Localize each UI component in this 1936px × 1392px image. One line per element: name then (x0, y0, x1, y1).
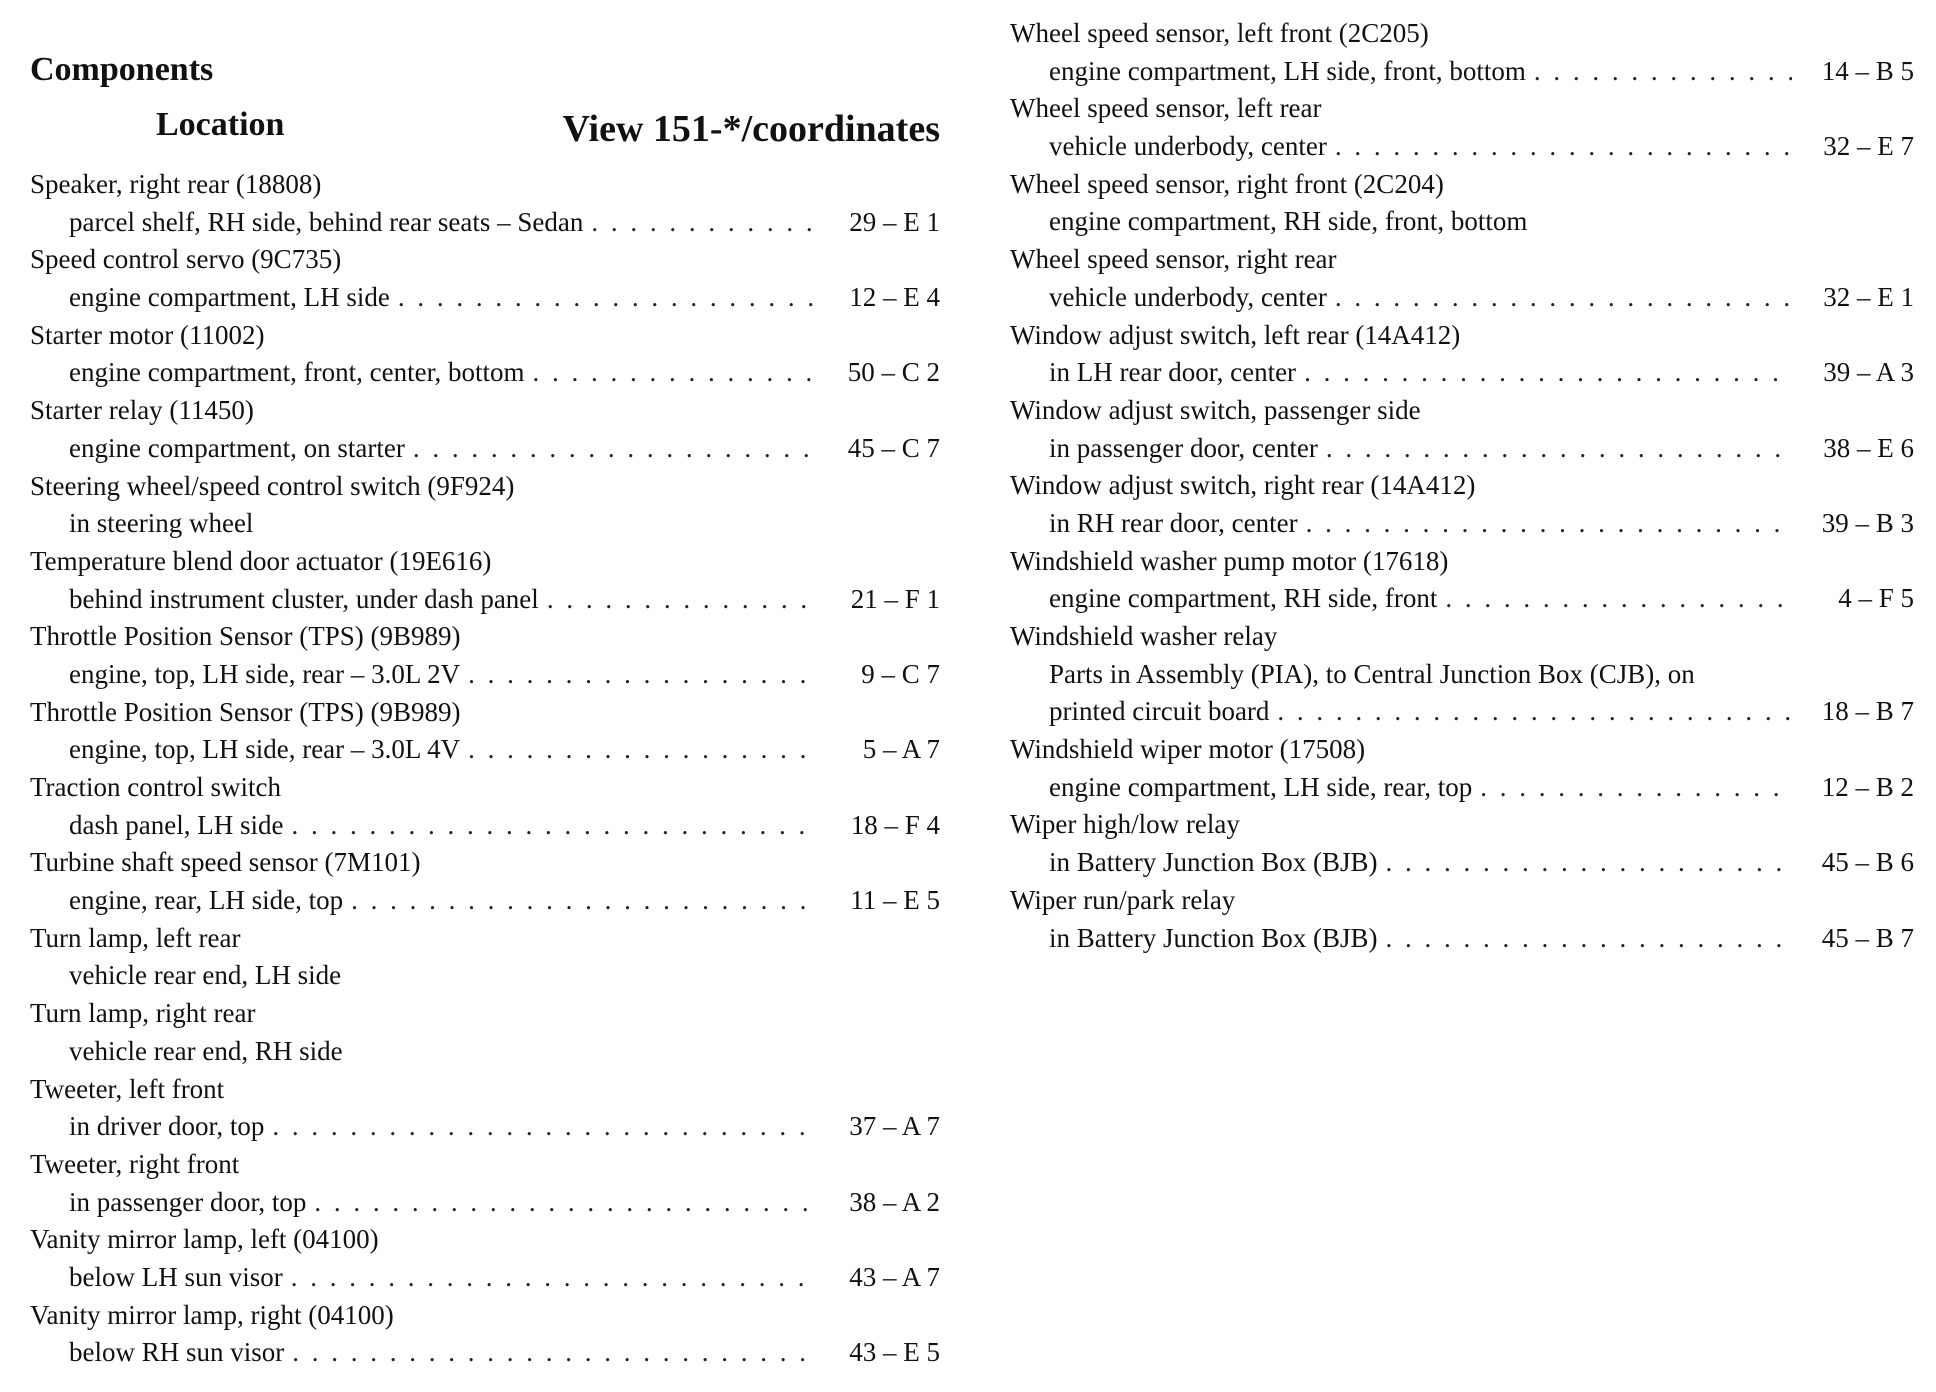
location-line (30, 882, 940, 920)
location-line (1010, 693, 1914, 731)
dot-leader (1385, 920, 1792, 958)
component-name: Window adjust switch, passenger side (1010, 394, 1421, 425)
location-line (1010, 920, 1914, 958)
list-item (1010, 90, 1914, 165)
dot-leader (591, 204, 818, 242)
location-line (1010, 279, 1914, 317)
component-line (30, 1071, 940, 1109)
component-line (1010, 543, 1914, 581)
location-line (1010, 53, 1914, 91)
component-name: Traction control switch (30, 772, 281, 802)
location-text: engine compartment, RH side, front (1049, 583, 1438, 614)
component-line (30, 920, 940, 958)
dot-leader (1480, 769, 1792, 807)
location-line (30, 354, 940, 392)
location-line (1010, 430, 1914, 468)
left-entries-list (30, 166, 940, 1372)
component-name: Vanity mirror lamp, right (04100) (30, 1299, 394, 1330)
dot-leader (291, 1259, 818, 1297)
list-item (1010, 166, 1914, 241)
location-text: engine compartment, front, center, bottom (69, 357, 525, 388)
location-line (30, 204, 940, 242)
location-line (30, 1334, 940, 1372)
component-line (1010, 467, 1914, 505)
dot-leader (291, 807, 818, 845)
component-name: Windshield washer relay (1010, 621, 1278, 651)
location-line (1010, 354, 1914, 392)
list-item (30, 920, 940, 995)
component-line (30, 392, 940, 430)
right-entries-list (1010, 15, 1914, 957)
location-line (1010, 769, 1914, 807)
dot-leader (272, 1108, 818, 1146)
dot-leader (314, 1184, 818, 1222)
view-coordinate: 29 – E 1 (849, 206, 940, 237)
location-line (1010, 505, 1914, 543)
location-line (30, 957, 940, 995)
list-item (1010, 618, 1914, 731)
location-text: vehicle underbody, center (1049, 281, 1327, 312)
dot-leader (1534, 53, 1792, 91)
list-item (30, 618, 940, 693)
component-line (1010, 241, 1914, 279)
list-item (30, 317, 940, 392)
location-line (1010, 844, 1914, 882)
location-line (30, 505, 940, 543)
dot-leader (351, 882, 818, 920)
component-line (30, 995, 940, 1033)
list-item (1010, 15, 1914, 90)
view-coordinate: 21 – F 1 (850, 583, 940, 614)
location-text: engine compartment, RH side, front, bottom (1049, 206, 1528, 237)
location-text: in Battery Junction Box (BJB) (1049, 847, 1378, 878)
component-line (1010, 392, 1914, 430)
dot-leader (1306, 505, 1792, 543)
component-line (30, 1297, 940, 1335)
view-coordinate: 4 – F 5 (1838, 583, 1914, 614)
component-line (30, 317, 940, 355)
view-coordinate: 45 – B 6 (1821, 847, 1914, 878)
section-title: Components (30, 51, 214, 88)
dot-leader (1385, 844, 1792, 882)
location-line (1010, 580, 1914, 618)
view-coordinate: 43 – A 7 (849, 1261, 940, 1292)
component-name: Tweeter, left front (30, 1073, 225, 1104)
location-line (30, 807, 940, 845)
component-name: Windshield washer pump motor (17618) (1010, 545, 1449, 576)
location-text: engine, top, LH side, rear – 3.0L 4V (69, 734, 461, 765)
dot-leader (413, 430, 818, 468)
view-coordinate: 11 – E 5 (850, 885, 940, 916)
component-line (1010, 618, 1914, 656)
list-item (30, 166, 940, 241)
location-text: vehicle rear end, LH side (69, 960, 342, 991)
location-text: in passenger door, top (69, 1186, 307, 1217)
view-coordinate: 18 – B 7 (1821, 696, 1914, 727)
location-line (30, 1184, 940, 1222)
dot-leader (533, 354, 818, 392)
list-item (1010, 317, 1914, 392)
list-item (1010, 882, 1914, 957)
list-item (30, 1071, 940, 1146)
component-name: Window adjust switch, right rear (14A412) (1010, 470, 1476, 501)
list-item (1010, 392, 1914, 467)
list-item (30, 543, 940, 618)
location-text: engine compartment, LH side, front, bottom (1049, 55, 1526, 86)
component-name: Speaker, right rear (18808) (30, 169, 322, 199)
location-text: in RH rear door, center (1049, 507, 1298, 538)
location-text: in driver door, top (69, 1111, 265, 1142)
view-coordinate: 18 – F 4 (850, 809, 940, 840)
component-line (30, 844, 940, 882)
component-name: Temperature blend door actuator (19E616) (30, 545, 492, 576)
list-item (30, 1221, 940, 1296)
view-coordinate: 39 – A 3 (1823, 357, 1914, 388)
dot-leader (1335, 128, 1792, 166)
location-line (30, 581, 940, 619)
location-line (30, 656, 940, 694)
list-item (30, 844, 940, 919)
list-item (1010, 731, 1914, 806)
component-line (30, 1146, 940, 1184)
component-name: Throttle Position Sensor (TPS) (9B989) (30, 696, 461, 727)
location-text: below RH sun visor (69, 1337, 285, 1368)
component-line (1010, 90, 1914, 128)
component-name: Wiper run/park relay (1010, 884, 1236, 915)
dot-leader (1445, 580, 1792, 618)
location-text: in passenger door, center (1049, 432, 1318, 463)
list-item (30, 1297, 940, 1372)
location-line (30, 279, 940, 317)
view-coordinate: 50 – C 2 (847, 357, 940, 388)
dot-leader (1335, 279, 1792, 317)
location-text: printed circuit board (1049, 696, 1270, 727)
location-text: dash panel, LH side (69, 809, 284, 840)
dot-leader (468, 731, 818, 769)
component-name: Steering wheel/speed control switch (9F924) (30, 470, 515, 501)
location-line (30, 430, 940, 468)
view-coordinate: 45 – B 7 (1821, 922, 1914, 953)
location-line (1010, 656, 1914, 694)
view-coordinate: 37 – A 7 (849, 1111, 940, 1142)
location-text: engine compartment, LH side, rear, top (1049, 771, 1473, 802)
component-name: Tweeter, right front (30, 1148, 240, 1179)
component-name: Window adjust switch, left rear (14A412) (1010, 319, 1461, 350)
component-line (1010, 15, 1914, 53)
component-line (1010, 731, 1914, 769)
component-name: Turn lamp, right rear (30, 998, 256, 1029)
list-item (30, 995, 940, 1070)
component-name: Turbine shaft speed sensor (7M101) (30, 847, 421, 878)
view-coordinate: 5 – A 7 (862, 734, 940, 765)
location-text: engine, rear, LH side, top (69, 885, 344, 916)
view-coordinate: 39 – B 3 (1821, 507, 1914, 538)
component-line (1010, 806, 1914, 844)
location-text: vehicle rear end, RH side (69, 1035, 343, 1066)
dot-leader (1277, 693, 1792, 731)
location-text: behind instrument cluster, under dash panel (69, 583, 539, 614)
location-text: engine compartment, LH side (69, 282, 390, 313)
dot-leader (398, 279, 818, 317)
view-coordinate: 32 – E 1 (1823, 281, 1914, 312)
view-coordinate: 38 – A 2 (849, 1186, 940, 1217)
location-text: in LH rear door, center (1049, 357, 1297, 388)
component-name: Wheel speed sensor, right rear (1010, 244, 1337, 275)
view-coordinate: 32 – E 7 (1823, 131, 1914, 162)
list-item (30, 241, 940, 316)
component-name: Wheel speed sensor, right front (2C204) (1010, 168, 1444, 199)
component-line (30, 769, 940, 807)
view-coordinate: 12 – E 4 (849, 282, 940, 313)
component-line (30, 241, 940, 279)
list-item (1010, 241, 1914, 316)
component-name: Speed control servo (9C735) (30, 244, 342, 275)
list-item (1010, 806, 1914, 881)
component-name: Wheel speed sensor, left front (2C205) (1010, 18, 1429, 48)
view-coordinates-column-header: View 151-*/coordinates (562, 108, 940, 150)
location-text: engine compartment, on starter (69, 432, 405, 463)
component-name: Wheel speed sensor, left rear (1010, 93, 1322, 124)
location-line (30, 1033, 940, 1071)
component-line (30, 166, 940, 204)
list-item (30, 468, 940, 543)
location-text: Parts in Assembly (PIA), to Central Junction Box (CJB), on (1049, 658, 1695, 689)
location-text: in steering wheel (69, 508, 254, 539)
list-item (1010, 467, 1914, 542)
list-item (1010, 543, 1914, 618)
location-line (30, 731, 940, 769)
component-line (1010, 166, 1914, 204)
component-line (30, 468, 940, 506)
component-name: Starter relay (11450) (30, 395, 254, 426)
view-coordinate: 12 – B 2 (1821, 771, 1914, 802)
location-text: engine, top, LH side, rear – 3.0L 2V (69, 658, 461, 689)
dot-leader (547, 581, 818, 619)
component-name: Vanity mirror lamp, left (04100) (30, 1224, 379, 1255)
component-line (30, 694, 940, 732)
location-line (1010, 203, 1914, 241)
component-line (30, 618, 940, 656)
location-text: vehicle underbody, center (1049, 131, 1327, 162)
view-coordinate: 14 – B 5 (1821, 55, 1914, 86)
component-line (1010, 317, 1914, 355)
component-name: Windshield wiper motor (17508) (1010, 734, 1366, 765)
list-item (30, 392, 940, 467)
view-coordinate: 38 – E 6 (1823, 432, 1914, 463)
location-text: below LH sun visor (69, 1261, 283, 1292)
dot-leader (1326, 430, 1792, 468)
location-text: parcel shelf, RH side, behind rear seats – Sedan (69, 206, 584, 237)
view-coordinate: 45 – C 7 (847, 432, 940, 463)
component-line (30, 543, 940, 581)
component-name: Turn lamp, left rear (30, 922, 241, 953)
dot-leader (1304, 354, 1792, 392)
component-name: Starter motor (11002) (30, 319, 265, 350)
dot-leader (468, 656, 818, 694)
component-line (1010, 882, 1914, 920)
location-column-header: Location (156, 106, 285, 143)
list-item (30, 1146, 940, 1221)
location-line (30, 1108, 940, 1146)
component-name: Throttle Position Sensor (TPS) (9B989) (30, 621, 461, 652)
component-line (30, 1221, 940, 1259)
location-line (1010, 128, 1914, 166)
location-text: in Battery Junction Box (BJB) (1049, 922, 1378, 953)
component-name: Wiper high/low relay (1010, 809, 1240, 840)
list-item (30, 769, 940, 844)
view-coordinate: 43 – E 5 (849, 1337, 940, 1368)
list-item (30, 694, 940, 769)
location-line (30, 1259, 940, 1297)
dot-leader (292, 1334, 818, 1372)
view-coordinate: 9 – C 7 (861, 658, 940, 689)
